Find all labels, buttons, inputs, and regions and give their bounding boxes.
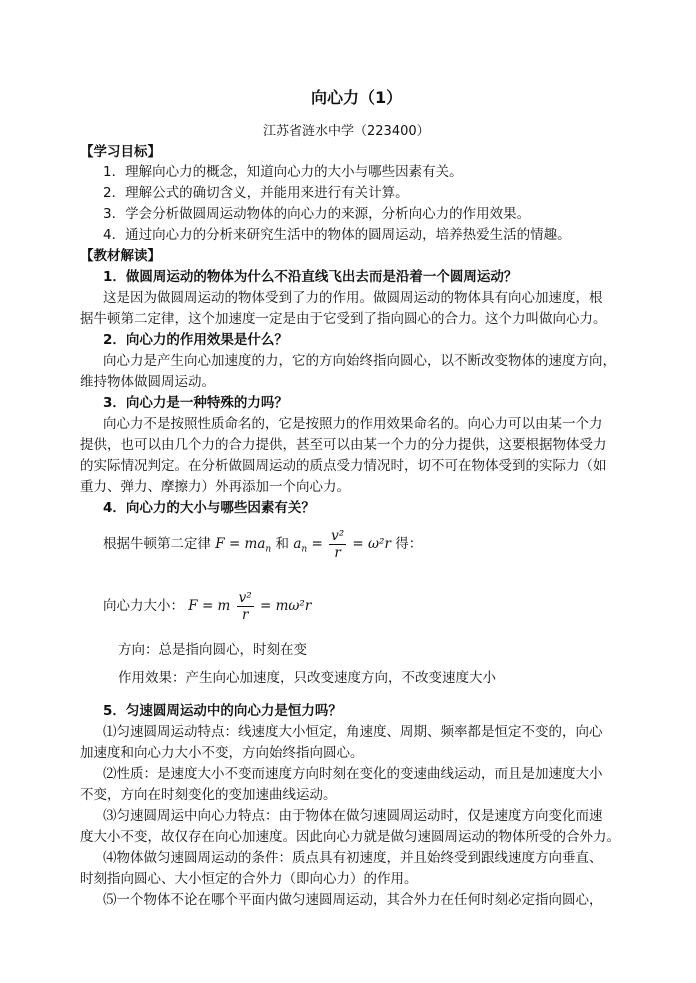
goal-item: 4．通过向心力的分析来研究生活中的物体的圆周运动，培养热爱生活的情趣。 — [103, 227, 571, 243]
paragraph-line: ⑶匀速圆周运中向心力特点：由于物体在做匀速圆周运动时，仅是速度方向变化而速 — [103, 808, 603, 824]
effect-line: 作用效果：产生向心加速度，只改变速度方向，不改变速度大小 — [118, 670, 496, 686]
paragraph-line: 时刻指向圆心、大小恒定的合外力（即向心力）的作用。 — [80, 871, 418, 887]
formula2-lhs: F = m — [188, 598, 231, 614]
formula-sub: n — [265, 544, 272, 555]
goal-item: 3．学会分析做圆周运动物体的向心力的来源，分析向心力的作用效果。 — [103, 206, 531, 222]
paragraph-line: ⑵性质：是速度大小不变而速度方向时刻在变化的变速曲线运动，而且是加速度大小 — [103, 766, 603, 782]
answer-line: 这是因为做圆周运动的物体受到了力的作用。做圆周运动的物体具有向心加速度，根 — [103, 290, 603, 306]
formula-a: a — [293, 536, 302, 552]
formula-prefix: 根据牛顿第二定律 — [103, 536, 211, 552]
goals-heading: 【学习目标】 — [80, 144, 161, 160]
paragraph-line: 不变，方向在时刻变化的变加速曲线运动。 — [80, 787, 337, 803]
reading-heading: 【教材解读】 — [80, 248, 161, 264]
answer-line: 重力、弹力、摩擦力）外再添加一个向心力。 — [80, 479, 350, 495]
formula-centripetal — [103, 586, 311, 626]
answer-line: 提供，也可以由几个力的合力提供，甚至可以由某一个力的分力提供，这要根据物体受力 — [80, 437, 607, 453]
school-line: 江苏省涟水中学（223400） — [263, 124, 430, 139]
formula2-fraction — [237, 590, 254, 623]
answer-line: 维持物体做圆周运动。 — [80, 374, 215, 390]
question-2: 2．向心力的作用效果是什么？ — [103, 332, 288, 348]
paragraph-line: ⑴匀速圆周运动特点：线速度大小恒定，角速度、周期、频率都是恒定不变的，向心 — [103, 724, 603, 740]
paragraph-line: 加速度和向心力大小不变，方向始终指向圆心。 — [80, 745, 364, 761]
answer-line: 向心力不是按照性质命名的，它是按照力的作用效果命名的。向心力可以由某一个力 — [103, 416, 603, 432]
formula-a-sub: n — [301, 544, 308, 555]
paragraph-line: ⑸一个物体不论在哪个平面内做匀速圆周运动，其合外力在任何时刻必定指向圆心， — [103, 892, 603, 908]
paragraph-line: 度大小不变，故仅存在向心加速度。因此向心力就是做匀速圆周运动的物体所受的合外力。 — [80, 829, 620, 845]
page-title: 向心力（1） — [311, 88, 403, 107]
formula-fraction — [329, 528, 346, 561]
question-3: 3．向心力是一种特殊的力吗？ — [103, 395, 288, 411]
fraction-denominator: r — [334, 544, 341, 561]
formula-lhs: F = ma — [215, 536, 266, 552]
fraction-numerator: v² — [331, 527, 345, 544]
formula-newton: 根据牛顿第二定律 $F = ma_n$ 和 $a_n$ = $\frac{\text{v²}}{r}$ = ω²r 得： — [103, 527, 423, 561]
formula-suffix: 得： — [395, 536, 423, 552]
direction-line: 方向：总是指向圆心，时刻在变 — [118, 642, 307, 658]
paragraph-line: ⑷物体做匀速圆周运动的条件：质点具有初速度，并且始终受到跟线速度方向垂直、 — [103, 850, 603, 866]
answer-line: 据牛顿第二定律，这个加速度一定是由于它受到了指向圆心的合力。这个力叫做向心力。 — [80, 311, 607, 327]
fraction-denominator: r — [241, 606, 249, 623]
goal-item: 1．理解向心力的概念，知道向心力的大小与哪些因素有关。 — [103, 164, 463, 180]
question-5: 5．匀速圆周运动中的向心力是恒力吗？ — [103, 703, 342, 719]
formula-tail: = ω²r — [352, 536, 391, 552]
answer-line: 的实际情况判定。在分析做圆周运动的质点受力情况时，切不可在物体受到的实际力（如 — [80, 458, 607, 474]
answer-line: 向心力是产生向心加速度的力，它的方向始终指向圆心，以不断改变物体的速度方向， — [103, 353, 616, 369]
formula-and: 和 — [275, 536, 290, 552]
formula2-prefix: 向心力大小： — [103, 598, 184, 614]
formula2-tail: = mω²r — [260, 598, 312, 614]
question-1: 1．做圆周运动的物体为什么不沿直线飞出去而是沿着一个圆周运动？ — [103, 269, 518, 285]
question-4: 4．向心力的大小与哪些因素有关？ — [103, 500, 315, 516]
goal-item: 2．理解公式的确切含义，并能用来进行有关计算。 — [103, 185, 409, 201]
fraction-numerator: v² — [238, 589, 252, 606]
